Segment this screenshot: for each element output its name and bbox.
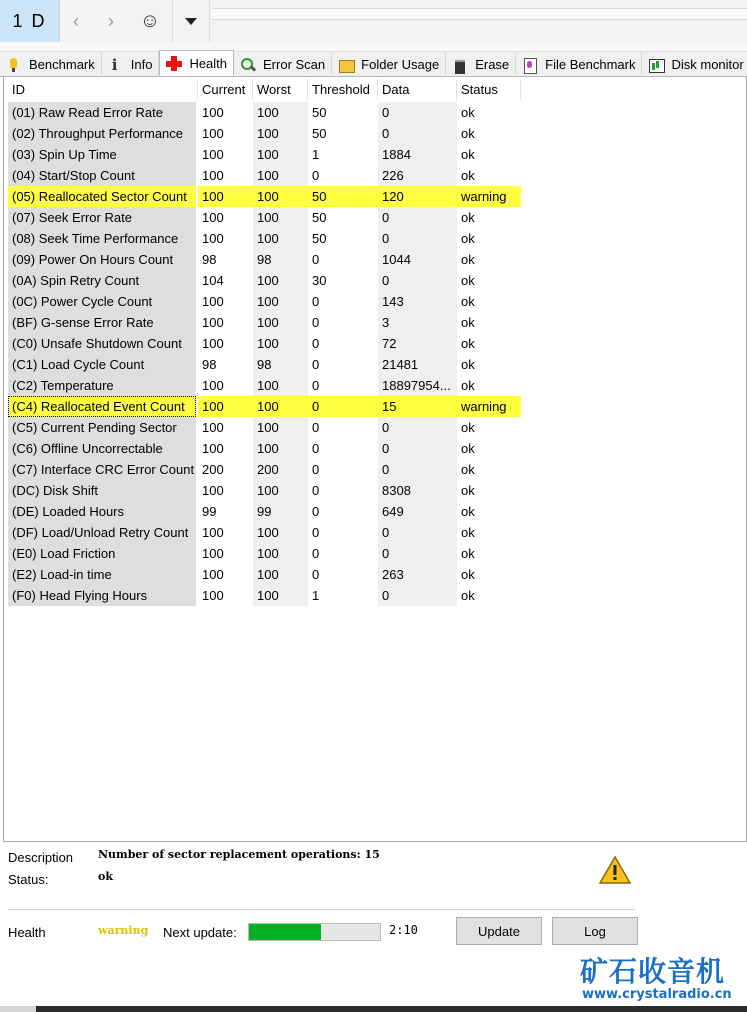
- cell-current: 100: [202, 378, 224, 393]
- cell-id: (DF) Load/Unload Retry Count: [8, 522, 196, 543]
- cell-status: ok: [461, 126, 475, 141]
- cell-data: 649: [378, 501, 457, 522]
- cell-status: ok: [461, 504, 475, 519]
- cell-threshold: 1: [312, 147, 320, 162]
- cell-status: ok: [461, 105, 475, 120]
- cell-status: ok: [461, 378, 475, 393]
- cell-worst: 100: [253, 291, 308, 312]
- cell-data: 72: [378, 333, 457, 354]
- cell-id: (03) Spin Up Time: [8, 144, 196, 165]
- cell-current: 99: [202, 504, 217, 519]
- cell-status: ok: [461, 588, 475, 603]
- table-row[interactable]: [8, 312, 521, 333]
- tab-label: Erase: [475, 57, 510, 72]
- health-label: Health: [8, 925, 46, 940]
- health-status-value: warning: [98, 924, 149, 937]
- drive-selector-button[interactable]: 1 D: [0, 0, 60, 42]
- cell-current: 100: [202, 336, 224, 351]
- cell-current: 104: [202, 273, 224, 288]
- menu-dropdown-button[interactable]: [172, 0, 210, 42]
- table-row[interactable]: [8, 585, 521, 606]
- cell-id: (DC) Disk Shift: [8, 480, 196, 501]
- description-value: Number of sector replacement operations: 15: [98, 848, 380, 861]
- cell-current: 100: [202, 588, 224, 603]
- tab-error-scan[interactable]: [234, 52, 332, 77]
- cell-threshold: 0: [312, 420, 320, 435]
- trash-icon: [452, 57, 468, 73]
- cell-current: 100: [202, 126, 224, 141]
- cell-current: 98: [202, 357, 217, 372]
- table-row[interactable]: [8, 270, 521, 291]
- cell-id: (05) Reallocated Sector Count: [8, 186, 196, 207]
- cell-status: ok: [461, 336, 475, 351]
- cell-id: (0A) Spin Retry Count: [8, 270, 196, 291]
- cell-threshold: 0: [312, 378, 320, 393]
- table-row[interactable]: [8, 375, 521, 396]
- cell-id: (09) Power On Hours Count: [8, 249, 196, 270]
- table-row[interactable]: [8, 564, 521, 585]
- cell-data: 0: [378, 543, 457, 564]
- cell-worst: 100: [253, 144, 308, 165]
- tab-label: Folder Usage: [361, 57, 440, 72]
- table-row[interactable]: [8, 186, 521, 207]
- cell-id: (04) Start/Stop Count: [8, 165, 196, 186]
- cell-status: ok: [461, 252, 475, 267]
- drive-path-bar: [212, 8, 747, 20]
- magnifier-icon: [240, 57, 256, 73]
- cell-worst: 98: [253, 354, 308, 375]
- cell-threshold: 30: [312, 273, 327, 288]
- section-divider: [8, 909, 635, 910]
- cell-status: ok: [461, 273, 475, 288]
- cell-data: 21481: [378, 354, 457, 375]
- cell-current: 200: [202, 462, 224, 477]
- cell-status: ok: [461, 546, 475, 561]
- cell-current: 98: [202, 252, 217, 267]
- health-cross-icon: [166, 55, 182, 71]
- folder-icon: [338, 57, 354, 73]
- table-row[interactable]: [8, 291, 521, 312]
- toolbar-separator: [0, 42, 747, 52]
- cell-worst: 100: [253, 123, 308, 144]
- cell-worst: 100: [253, 585, 308, 606]
- column-header-threshold[interactable]: Threshold: [308, 79, 378, 100]
- cell-current: 100: [202, 105, 224, 120]
- cell-threshold: 0: [312, 252, 320, 267]
- cell-threshold: 0: [312, 294, 320, 309]
- column-header-data[interactable]: Data: [378, 79, 457, 100]
- top-toolbar: [0, 0, 747, 42]
- cell-worst: 100: [253, 270, 308, 291]
- column-header-status[interactable]: Status: [457, 79, 521, 100]
- cell-threshold: 50: [312, 105, 327, 120]
- cell-status: ok: [461, 294, 475, 309]
- cell-worst: 100: [253, 102, 308, 123]
- cell-id: (0C) Power Cycle Count: [8, 291, 196, 312]
- smart-attributes-table: [3, 77, 747, 842]
- column-header-id[interactable]: ID: [8, 79, 198, 100]
- status-label: Status:: [8, 872, 49, 887]
- smiley-icon[interactable]: ☺: [139, 9, 161, 32]
- cell-worst: 100: [253, 543, 308, 564]
- tab-erase[interactable]: [446, 52, 516, 77]
- cell-threshold: 0: [308, 396, 378, 417]
- cell-worst: 99: [253, 501, 308, 522]
- cell-current: 100: [202, 483, 224, 498]
- cell-worst: 100: [253, 480, 308, 501]
- cell-threshold: 0: [312, 567, 320, 582]
- cell-current: 100: [202, 210, 224, 225]
- table-row[interactable]: [8, 354, 521, 375]
- table-header: [8, 79, 521, 100]
- cell-id: (C2) Temperature: [8, 375, 196, 396]
- cell-status: warning: [457, 396, 521, 417]
- cell-current: 100: [202, 315, 224, 330]
- cell-threshold: 0: [312, 525, 320, 540]
- next-update-timer: 2:10: [389, 923, 418, 937]
- table-row[interactable]: [8, 522, 521, 543]
- cell-worst: 100: [253, 522, 308, 543]
- cell-data: 0: [378, 123, 457, 144]
- cell-status: ok: [461, 420, 475, 435]
- table-row[interactable]: [8, 249, 521, 270]
- cell-worst: 100: [253, 564, 308, 585]
- cell-threshold: 0: [312, 504, 320, 519]
- cell-threshold: 0: [312, 357, 320, 372]
- dropdown-triangle-icon: [185, 18, 197, 25]
- taskbar-strip: [0, 1006, 747, 1012]
- table-row[interactable]: [8, 417, 521, 438]
- table-row[interactable]: [8, 480, 521, 501]
- cell-data: 3: [378, 312, 457, 333]
- tab-label: File Benchmark: [545, 57, 636, 72]
- cell-data: 0: [378, 585, 457, 606]
- cell-threshold: 0: [312, 336, 320, 351]
- cell-data: 0: [378, 417, 457, 438]
- cell-worst: 100: [253, 396, 308, 417]
- cell-id: (F0) Head Flying Hours: [8, 585, 196, 606]
- cell-threshold: 0: [312, 483, 320, 498]
- next-update-progress-bar: [248, 923, 381, 941]
- cell-current: 100: [202, 546, 224, 561]
- cell-id: (07) Seek Error Rate: [8, 207, 196, 228]
- cell-current: 100: [198, 186, 253, 207]
- cell-worst: 100: [253, 186, 308, 207]
- tab-label: Health: [189, 55, 228, 71]
- cell-worst: 100: [253, 312, 308, 333]
- cell-threshold: 1: [312, 588, 320, 603]
- cell-data: 0: [378, 459, 457, 480]
- cell-status: ok: [461, 210, 475, 225]
- cell-status: ok: [461, 315, 475, 330]
- cell-id: (C4) Reallocated Event Count: [8, 396, 196, 417]
- cell-data: 143: [378, 291, 457, 312]
- cell-status: ok: [461, 231, 475, 246]
- cell-threshold: 50: [312, 210, 327, 225]
- cell-status: ok: [461, 147, 475, 162]
- cell-data: 8308: [378, 480, 457, 501]
- tab-label: Disk monitor: [671, 57, 744, 72]
- cell-status: ok: [461, 483, 475, 498]
- cell-current: 100: [202, 168, 224, 183]
- watermark-title: 矿石收音机: [580, 955, 726, 988]
- cell-status: ok: [461, 441, 475, 456]
- cell-status: ok: [461, 462, 475, 477]
- cell-id: (E2) Load-in time: [8, 564, 196, 585]
- cell-threshold: 0: [312, 546, 320, 561]
- cell-current: 100: [202, 567, 224, 582]
- cell-data: 0: [378, 270, 457, 291]
- tab-benchmark[interactable]: [0, 52, 102, 77]
- cell-data: 0: [378, 228, 457, 249]
- benchmark-icon: [6, 57, 22, 73]
- cell-worst: 200: [253, 459, 308, 480]
- info-icon: [108, 57, 124, 73]
- table-row[interactable]: [8, 102, 521, 123]
- cell-data: 1884: [378, 144, 457, 165]
- cell-threshold: 50: [312, 126, 327, 141]
- cell-worst: 98: [253, 249, 308, 270]
- cell-id: (C5) Current Pending Sector: [8, 417, 196, 438]
- description-label: Description: [8, 850, 74, 865]
- tab-file-benchmark[interactable]: [516, 52, 642, 77]
- cell-threshold: 50: [312, 231, 327, 246]
- cell-worst: 100: [253, 228, 308, 249]
- table-row[interactable]: [8, 207, 521, 228]
- cell-worst: 100: [253, 438, 308, 459]
- warning-triangle-icon: [599, 855, 631, 885]
- table-row[interactable]: [8, 123, 521, 144]
- cell-id: (C6) Offline Uncorrectable: [8, 438, 196, 459]
- cell-threshold: 50: [308, 186, 378, 207]
- table-row[interactable]: [8, 438, 521, 459]
- cell-data: 0: [378, 522, 457, 543]
- cell-id: (08) Seek Time Performance: [8, 228, 196, 249]
- tab-folder-usage[interactable]: [332, 52, 446, 77]
- table-row[interactable]: [8, 144, 521, 165]
- cell-data: 263: [378, 564, 457, 585]
- tab-label: Benchmark: [29, 57, 95, 72]
- cell-id: (BF) G-sense Error Rate: [8, 312, 196, 333]
- cell-data: 226: [378, 165, 457, 186]
- table-row[interactable]: [8, 543, 521, 564]
- cell-data: 0: [378, 207, 457, 228]
- tab-health[interactable]: [159, 50, 234, 76]
- file-benchmark-icon: [522, 57, 538, 73]
- table-body: [8, 102, 521, 606]
- cell-status: ok: [461, 567, 475, 582]
- cell-id: (02) Throughput Performance: [8, 123, 196, 144]
- table-row[interactable]: [8, 501, 521, 522]
- cell-current: 100: [202, 441, 224, 456]
- cell-current: 100: [202, 147, 224, 162]
- table-row[interactable]: [8, 165, 521, 186]
- cell-worst: 100: [253, 165, 308, 186]
- cell-current: 100: [202, 420, 224, 435]
- table-row[interactable]: [8, 228, 521, 249]
- watermark-logo: [580, 948, 740, 1008]
- cell-current: 100: [198, 396, 253, 417]
- cell-current: 100: [202, 231, 224, 246]
- cell-id: (01) Raw Read Error Rate: [8, 102, 196, 123]
- log-button[interactable]: Log: [552, 917, 638, 945]
- cell-data: 120: [378, 186, 457, 207]
- cell-worst: 100: [253, 207, 308, 228]
- next-update-label: Next update:: [163, 925, 237, 940]
- cell-id: (C1) Load Cycle Count: [8, 354, 196, 375]
- tab-bar: [0, 52, 747, 77]
- cell-status: warning: [457, 186, 521, 207]
- cell-worst: 100: [253, 333, 308, 354]
- cell-id: (DE) Loaded Hours: [8, 501, 196, 522]
- cell-id: (C7) Interface CRC Error Count: [8, 459, 196, 480]
- table-row[interactable]: [8, 333, 521, 354]
- cell-status: ok: [461, 525, 475, 540]
- disk-monitor-icon: [648, 57, 664, 73]
- cell-threshold: 0: [312, 315, 320, 330]
- cell-threshold: 0: [312, 441, 320, 456]
- cell-data: 18897954...: [378, 375, 457, 396]
- update-button[interactable]: Update: [456, 917, 542, 945]
- tab-info[interactable]: [102, 52, 160, 77]
- cell-status: ok: [461, 357, 475, 372]
- column-header-current[interactable]: Current: [198, 79, 253, 100]
- cell-current: 100: [202, 525, 224, 540]
- chevron-left-icon[interactable]: ‹: [73, 10, 79, 31]
- status-value: ok: [98, 870, 113, 883]
- chevron-right-icon[interactable]: ›: [108, 10, 114, 31]
- table-row[interactable]: [8, 459, 521, 480]
- progress-fill: [249, 924, 321, 940]
- cell-data: 0: [378, 102, 457, 123]
- cell-data: 0: [378, 438, 457, 459]
- cell-current: 100: [202, 294, 224, 309]
- cell-id: (C0) Unsafe Shutdown Count: [8, 333, 196, 354]
- cell-worst: 100: [253, 375, 308, 396]
- table-row[interactable]: [8, 396, 521, 417]
- watermark-url: www.crystalradio.cn: [582, 987, 732, 1002]
- cell-id: (E0) Load Friction: [8, 543, 196, 564]
- tab-label: Error Scan: [263, 57, 326, 72]
- cell-threshold: 0: [312, 168, 320, 183]
- tab-label: Info: [130, 57, 153, 72]
- cell-data: 1044: [378, 249, 457, 270]
- column-header-worst[interactable]: Worst: [253, 79, 308, 100]
- cell-status: ok: [461, 168, 475, 183]
- tab-disk-monitor[interactable]: [642, 52, 747, 77]
- cell-worst: 100: [253, 417, 308, 438]
- cell-threshold: 0: [312, 462, 320, 477]
- cell-data: 15: [378, 396, 457, 417]
